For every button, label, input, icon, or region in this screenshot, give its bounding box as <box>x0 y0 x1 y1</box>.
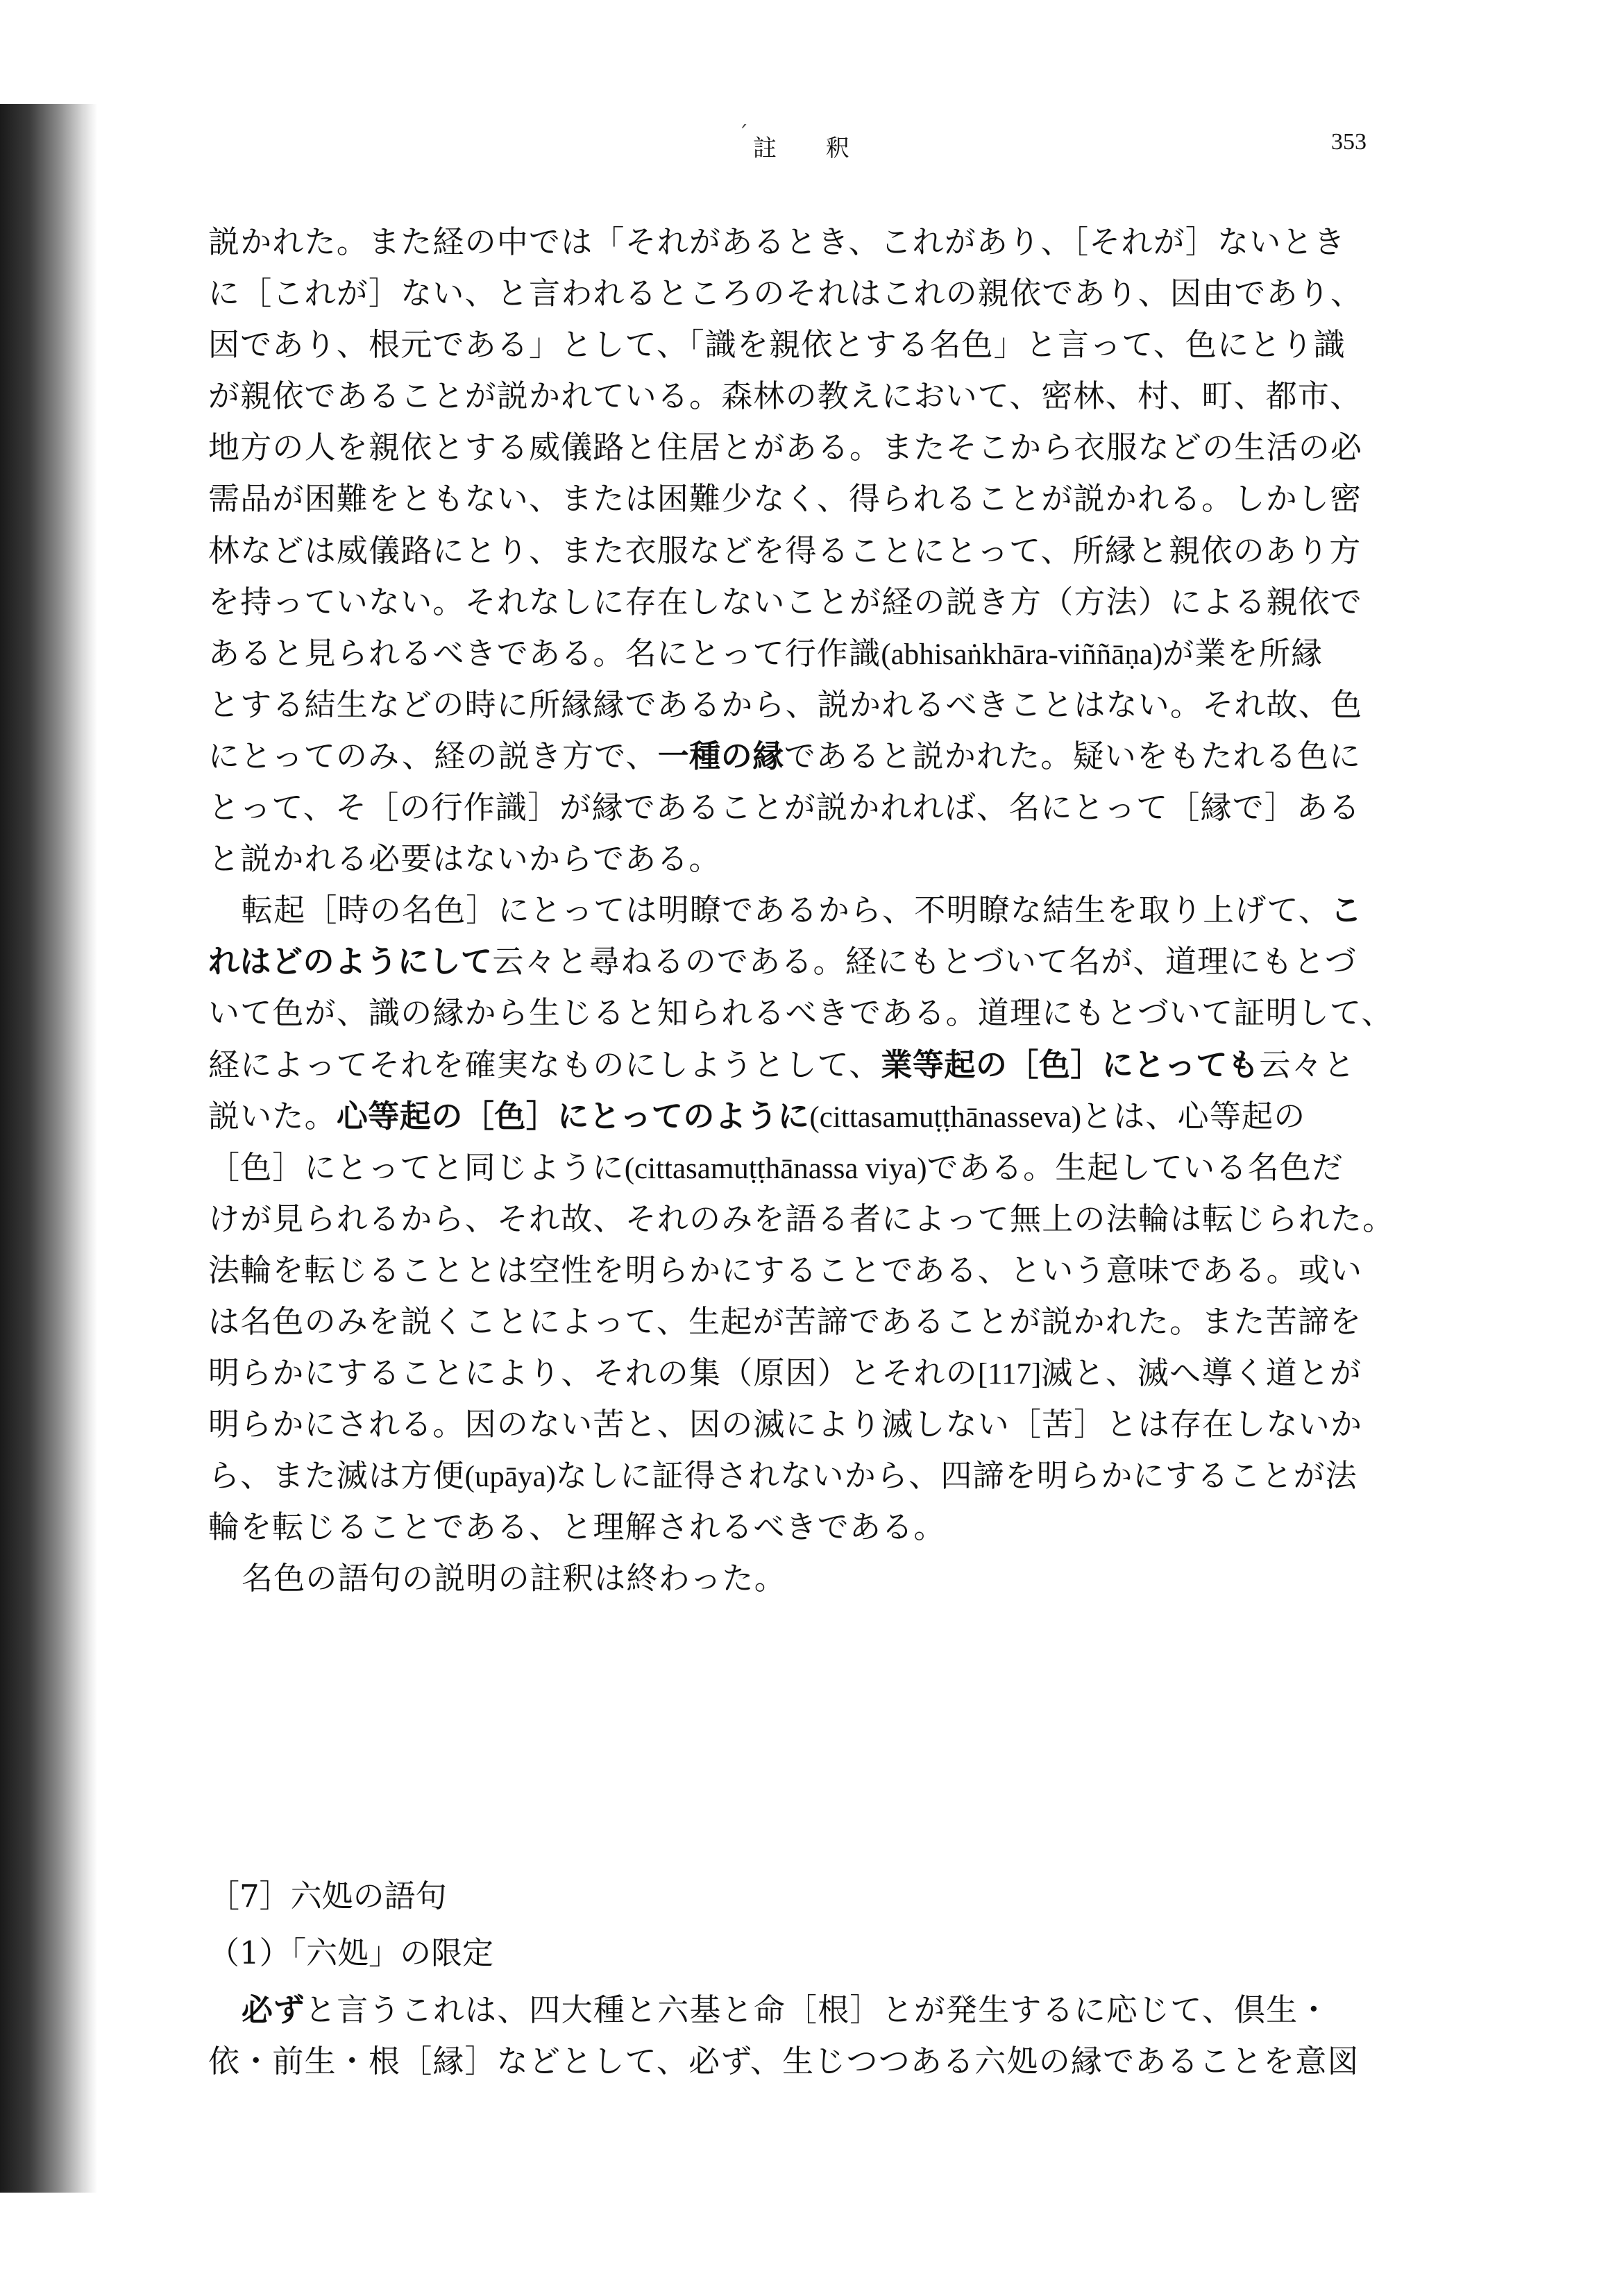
text-line: 明らかにすることにより、それの集（原因）とそれの[117]滅と、滅へ導く道とが <box>208 1354 1362 1392</box>
bold-term: こ <box>1330 892 1362 929</box>
pali-term: (upāya) <box>464 1461 556 1494</box>
text-line: いて色が、識の縁から生じると知られるべきである。道理にもとづいて証明して、 <box>208 994 1394 1032</box>
text-line: あると見られるべきである。名にとって行作識(abhisaṅkhāra-viññāṇa)が業を所縁 <box>208 634 1323 672</box>
page-number: 353 <box>1331 129 1367 155</box>
section-text <box>208 1984 1402 2087</box>
section-heading: ［7］六処の語句 <box>208 1878 447 1914</box>
binding-shadow <box>0 104 97 2193</box>
text-line: 必ずと言うこれは、四大種と六基と命［根］とが発生するに応じて、倶生・ <box>242 1991 1330 2028</box>
bold-term: 必ず <box>242 1991 305 2028</box>
text-line: 需品が困難をともない、または困難少なく、得られることが説かれる。しかし密 <box>208 480 1362 518</box>
text-line: に［これが］ない、と言われるところのそれはこれの親依であり、因由であり、 <box>208 275 1363 312</box>
text-line: とする結生などの時に所縁縁であるから、説かれるべきことはない。それ故、色 <box>208 686 1363 723</box>
text-line: 経によってそれを確実なものにしようとして、業等起の［色］にとっても云々と <box>208 1046 1356 1083</box>
bold-term: 心等起の［色］にとってのように <box>336 1097 810 1134</box>
text-line: 説かれた。また経の中では「それがあるとき、これがあり、［それが］ないとき <box>208 223 1346 260</box>
running-title: 註 釈 <box>753 135 870 162</box>
text-line: 地方の人を親依とする威儀路と住居とがある。またそこから衣服などの生活の必 <box>208 429 1363 466</box>
text-line: を持っていない。それなしに存在しないことが経の説き方（方法）による親依で <box>208 583 1363 620</box>
page-header <box>0 122 1624 171</box>
bold-term: 業等起の［色］にとっても <box>881 1046 1260 1083</box>
text-line: 林などは威儀路にとり、また衣服などを得ることにとって、所縁と親依のあり方 <box>208 532 1362 569</box>
text-line: ら、また滅は方便(upāya)なしに証得されないから、四諦を明らかにすることが法 <box>208 1457 1357 1495</box>
text-line: 輪を転じることである、と理解されるべきである。 <box>208 1508 946 1546</box>
page-ref: [117] <box>977 1358 1042 1391</box>
text-line: が親依であることが説かれている。森林の教えにおいて、密林、村、町、都市、 <box>208 377 1362 415</box>
text-line: と説かれる必要はないからである。 <box>208 840 721 878</box>
bold-term: れはどのようにして <box>208 943 493 980</box>
pali-term: (abhisaṅkhāra-viññāṇa) <box>881 638 1163 671</box>
text-line: 転起［時の名色］にとっては明瞭であるから、不明瞭な結生を取り上げて、こ <box>242 892 1362 929</box>
header-tick-mark: ´ <box>738 122 748 146</box>
text-line: 名色の語句の説明の註釈は終わった。 <box>242 1560 786 1597</box>
subsection-heading: （1）「六処」の限定 <box>208 1934 494 1971</box>
text-line: は名色のみを説くことによって、生起が苦諦であることが説かれた。また苦諦を <box>208 1302 1362 1340</box>
pali-term: (cittasamuṭṭhānassa viya) <box>624 1152 927 1185</box>
text-line: 法輪を転じることとは空性を明らかにすることである、という意味である。或い <box>208 1251 1363 1289</box>
text-line: けが見られるから、それ故、それのみを語る者によって無上の法輪は転じられた。 <box>208 1200 1395 1237</box>
main-text <box>208 216 1402 1605</box>
pali-term: (cittasamuṭṭhānasseva) <box>809 1100 1082 1134</box>
text-line: ［色］にとってと同じように(cittasamuṭṭhānassa viya)である。生起している名色だ <box>208 1148 1344 1186</box>
text-line: 明らかにされる。因のない苦と、因の滅により滅しない［苦］とは存在しないか <box>208 1406 1363 1443</box>
text-line: 説いた。心等起の［色］にとってのように(cittasamuṭṭhānasseva)とは、心等起の <box>208 1097 1306 1134</box>
text-line: 因であり、根元である」として、「識を親依とする名色」と言って、色にとり識 <box>208 326 1346 364</box>
text-line: にとってのみ、経の説き方で、一種の縁であると説かれた。疑いをもたれる色に <box>208 737 1362 774</box>
text-line: れはどのようにして云々と尋ねるのである。経にもとづいて名が、道理にもとづ <box>208 943 1357 980</box>
text-line: 依・前生・根［縁］などとして、必ず、生じつつある六処の縁であることを意図 <box>208 2043 1360 2080</box>
text-line: とって、そ［の行作識］が縁であることが説かれれば、名にとって［縁で］ある <box>208 789 1361 826</box>
bold-term: 一種の縁 <box>657 737 784 774</box>
